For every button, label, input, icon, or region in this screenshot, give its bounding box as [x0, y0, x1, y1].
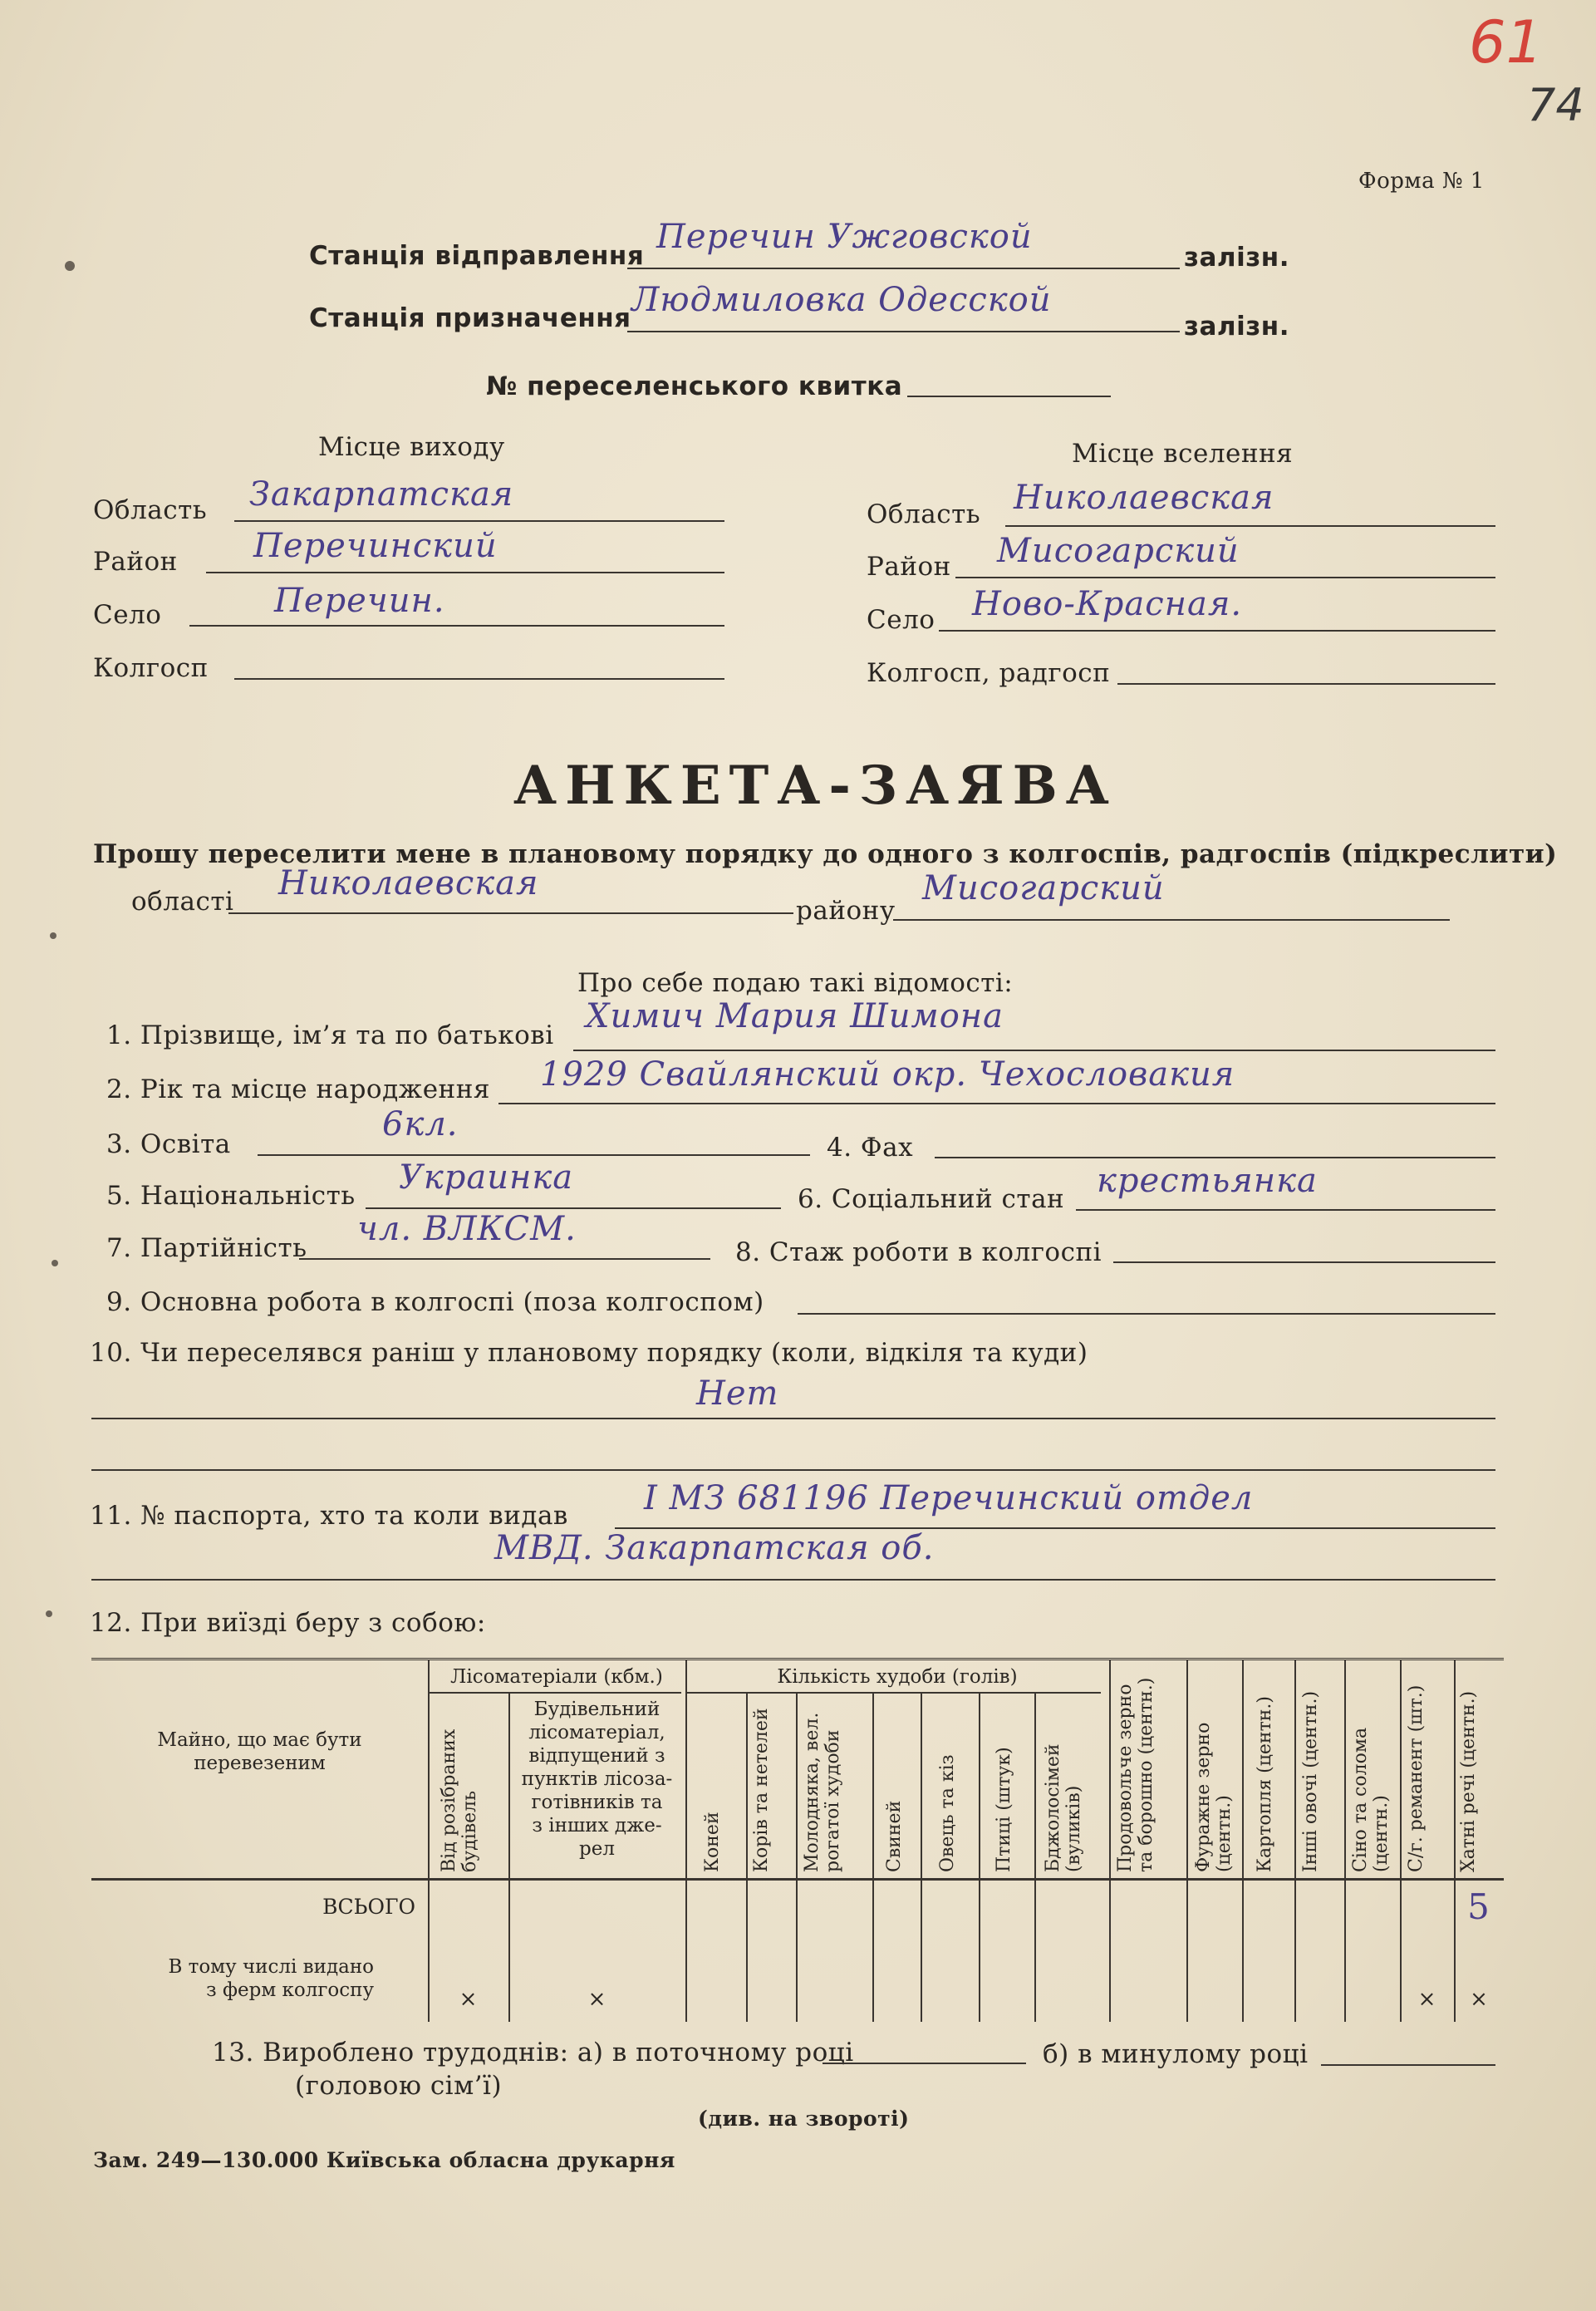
col-timber-dismantled: Від розібраних будівель — [439, 1728, 480, 1872]
archive-number-red: 61 — [1469, 8, 1544, 76]
col-farm-tools: С/г. реманент (шт.) — [1406, 1684, 1427, 1872]
destination-heading: Місце вселення — [1072, 439, 1294, 469]
destination-station-value: Людмиловка Одесской — [631, 281, 1052, 319]
item-13-previous-label: б) в минулому році — [1043, 2039, 1309, 2069]
item-7-value: чл. ВЛКСМ. — [357, 1210, 577, 1248]
item-4-label: 4. Фах — [827, 1133, 914, 1163]
origin-raion-label: Район — [93, 547, 178, 577]
col-timber-building: Будівельний лісоматеріал, відпущений з пунктів лісоза- готівників та з інших дже- рел — [521, 1699, 673, 1860]
item-7-label: 7. Партійність — [106, 1233, 307, 1263]
ticket-number-label: № переселенського квитка — [486, 371, 903, 401]
origin-village-label: Село — [93, 600, 162, 630]
request-raion-value: Мисогарский — [922, 869, 1165, 907]
request-text: Прошу переселити мене в плановому порядку до одного з колгоспів, радгоспів (підкреслити) — [93, 839, 1558, 869]
dest-village-value: Ново-Красная. — [972, 585, 1243, 623]
departure-station-value: Перечин Ужговской — [656, 218, 1033, 256]
row-farm-mark-tools: × — [1417, 1987, 1436, 2012]
col-household: Хатні речі (центн.) — [1458, 1690, 1479, 1872]
item-11-value-line1: I МЗ 681196 Перечинский отдел — [644, 1479, 1254, 1517]
dest-oblast-label: Область — [867, 499, 981, 529]
col-food-grain: Продовольче зерно та борошно (центн.) — [1115, 1677, 1156, 1872]
row-farm-mark-dismantled: × — [459, 1987, 478, 2012]
item-2-value: 1929 Свайлянский окр. Чехословакия — [540, 1055, 1235, 1094]
origin-heading: Місце виходу — [318, 432, 505, 462]
request-raion-label: району — [796, 896, 896, 926]
col-poultry: Птиці (штук) — [994, 1747, 1014, 1872]
col-potatoes: Картопля (центн.) — [1255, 1696, 1275, 1872]
item-6-label: 6. Соціальний стан — [798, 1184, 1065, 1214]
printer-imprint: Зам. 249—130.000 Київська обласна друкарня — [93, 2148, 675, 2172]
row-farm-mark-building: × — [587, 1987, 606, 2012]
item-13-label: 13. Вироблено трудоднів: а) в поточному році — [212, 2038, 854, 2068]
info-intro: Про себе подаю такі відомості: — [577, 968, 1014, 998]
dest-oblast-value: Николаевская — [1014, 479, 1274, 517]
item-10-label: 10. Чи переселявся раніш у плановому порядку (коли, відкіля та куди) — [90, 1338, 1088, 1368]
item-12-label: 12. При виїзді беру з собою: — [90, 1608, 486, 1638]
dest-raion-label: Район — [867, 552, 951, 582]
item-6-value: крестьянка — [1097, 1162, 1318, 1200]
col-group-timber: Лісоматеріали (кбм.) — [450, 1666, 663, 1688]
item-8-label: 8. Стаж роботи в колгоспі — [735, 1237, 1102, 1267]
item-1-value: Химич Мария Шимона — [586, 997, 1004, 1035]
belongings-table — [91, 1658, 1504, 2022]
departure-rail-suffix: залізн. — [1184, 243, 1289, 273]
origin-raion-value: Перечинский — [253, 527, 498, 565]
form-number: Форма № 1 — [1358, 169, 1485, 194]
row-farm-label: В тому числі видано з ферм колгоспу — [168, 1956, 374, 2001]
item-5-value: Украинка — [399, 1158, 574, 1197]
col-pigs: Свиней — [884, 1800, 905, 1872]
item-3-label: 3. Освіта — [106, 1129, 231, 1159]
request-oblast-value: Николаевская — [278, 864, 539, 902]
destination-rail-suffix: залізн. — [1184, 312, 1289, 342]
col-group-livestock: Кількість худоби (голів) — [777, 1666, 1018, 1688]
row-farm-mark-household: × — [1470, 1987, 1488, 2012]
origin-kolkhoz-label: Колгосп — [93, 653, 209, 683]
dest-raion-value: Мисогарский — [997, 532, 1240, 570]
origin-oblast-value: Закарпатская — [249, 475, 514, 514]
row-total-label: ВСЬОГО — [322, 1895, 415, 1919]
col-beehives: Бджолосімей (вуликів) — [1043, 1743, 1084, 1872]
archive-number-black: 74 — [1527, 79, 1584, 131]
col-hay-straw: Сіно та солома (центн.) — [1350, 1727, 1392, 1872]
col-horses: Коней — [702, 1812, 723, 1872]
item-3-value: 6кл. — [382, 1105, 459, 1143]
item-9-label: 9. Основна робота в колгоспі (поза колгоспом) — [106, 1287, 764, 1317]
origin-oblast-label: Область — [93, 495, 208, 525]
destination-station-label: Станція призначення — [309, 303, 631, 333]
item-1-label: 1. Прізвище, ім’я та по батькові — [106, 1020, 554, 1050]
dest-kolkhoz-label: Колгосп, радгосп — [867, 658, 1111, 688]
request-oblast-label: області — [131, 887, 234, 917]
dest-village-label: Село — [867, 605, 936, 635]
row-total-household-value: 5 — [1467, 1886, 1490, 1927]
col-young-cattle: Молодняка, вел. рогатої худоби — [802, 1712, 843, 1872]
item-11-label: 11. № паспорта, хто та коли видав — [90, 1501, 568, 1531]
item-2-label: 2. Рік та місце народження — [106, 1074, 490, 1104]
col-fodder-grain: Фуражне зерно (центн.) — [1193, 1722, 1235, 1872]
departure-station-label: Станція відправлення — [309, 241, 645, 271]
item-5-label: 5. Національність — [106, 1181, 356, 1211]
col-sheep-goats: Овець та кіз — [937, 1754, 958, 1872]
col-vegetables: Інші овочі (центн.) — [1300, 1690, 1321, 1872]
item-10-value: Нет — [696, 1374, 779, 1413]
col-cows: Корів та нетелей — [751, 1708, 772, 1872]
form-title: АНКЕТА-ЗАЯВА — [513, 755, 1117, 817]
item-13-family-note: (головою сім’ї) — [295, 2071, 503, 2101]
item-11-value-line2: МВД. Закарпатская об. — [494, 1529, 935, 1567]
see-reverse-note: (див. на звороті) — [698, 2107, 910, 2131]
origin-village-value: Перечин. — [274, 582, 445, 620]
col-property-header: Майно, що має бути перевезеним — [157, 1729, 362, 1774]
